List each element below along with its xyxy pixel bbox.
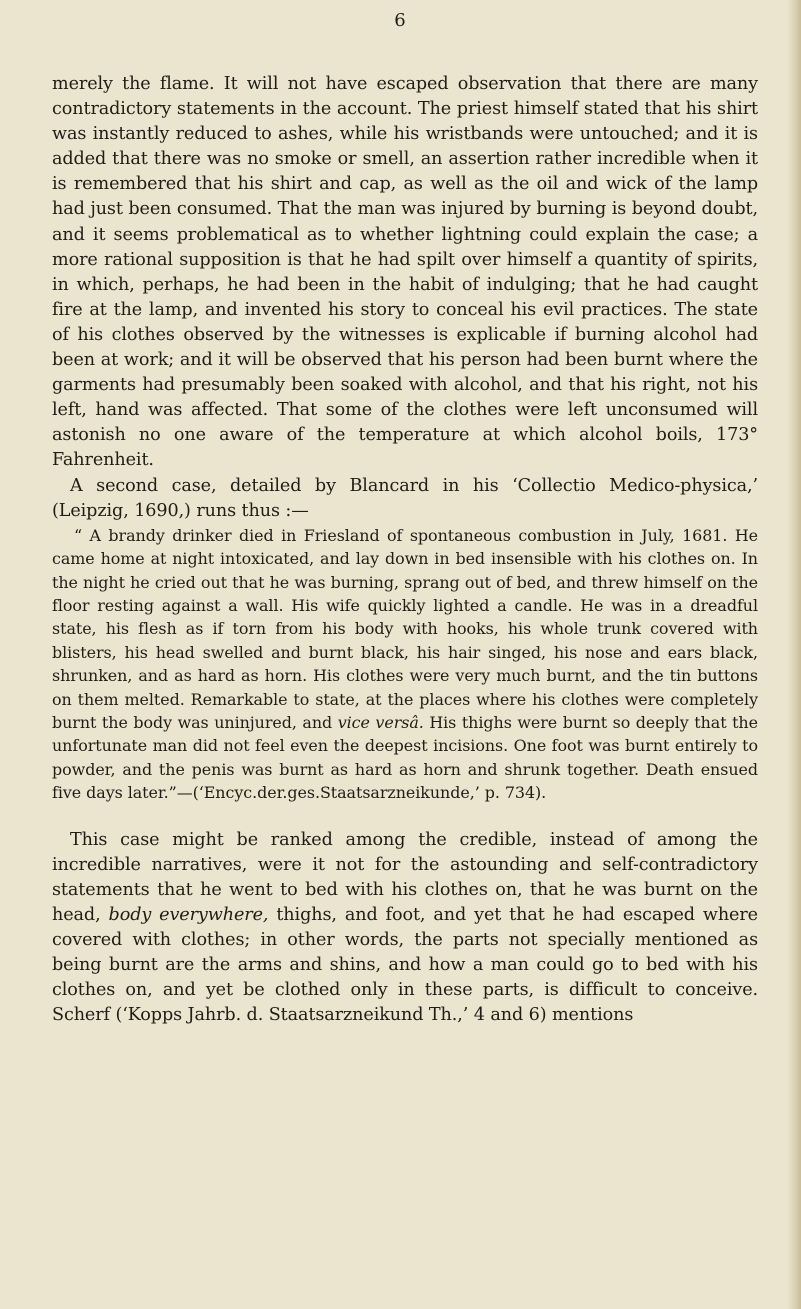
paragraph-continuation: merely the flame. It will not have escaped observation that there are many contradictory statements in the account. The priest himself stated that his shirt was instantly reduced to ashes, while his wristbands were untouched; and it is added that there was no smoke or smell, an assertion rather incredible when it is remembered that his shirt and cap, as well as the oil and wick of the lamp had just been consumed. That the man was injured by burning is beyond doubt, and it seems problematical as to whether lightning could explain the case; a more rational supposition is that he had spilt over himself a quantity of spirits, in which, perhaps, he had been in the habit of indulging; that he had caught fire at the lamp, and invented his story to conceal his evil practices. The state of his clothes observed by the witnesses is explicable if burning alcohol had been at work; and it will be observed that his person had been burnt where the garments had presumably been soaked with alcohol, and that his right, not his left, hand was affected. That some of the clothes were left unconsumed will astonish no one aware of the temperature at which alcohol boils, 173° Fahrenheit. bbox=[52, 74, 758, 471]
analysis-text-part-1: This case might be ranked among the credible, instead of among the incredible narratives, were it not for the astounding and self-contradictory statements that he went to bed with his clothes on, that he was burnt on the head, bbox=[52, 829, 758, 925]
page-edge-shadow bbox=[787, 0, 801, 1309]
analysis-text-part-2: thighs, and foot, and yet that he had escaped where covered with clothes; in other words, the parts not specially mentioned as being burnt are the arms and shins, and how a man could go to bed with his clothes on, and yet be clothed only in these parts, is difficult to conceive. Scherf (‘Kopps Jahrb. d. Staatsarzneikund Th.,’ 4 and 6) mentions bbox=[52, 904, 758, 1026]
quote-italic-vice-versa: vice versâ. bbox=[337, 712, 424, 732]
quote-text-part-2: His thighs were burnt so deeply that the unfortunate man did not feel even the deepest incisions. One foot was burnt entirely to powder, and the penis was burnt as hard as horn and shrunk together. Death ensued five days later.”—(‘Encyc.der.ges.Staatsarzneikunde,’ p. 734). bbox=[52, 712, 758, 803]
block-quote bbox=[52, 524, 758, 805]
paragraph-analysis bbox=[52, 828, 758, 1029]
body-text bbox=[52, 72, 758, 1028]
page-number: 6 bbox=[394, 10, 407, 31]
quote-text-part-1: “ A brandy drinker died in Friesland of spontaneous combustion in July, 1681. He came home at night intoxicated, and lay down in bed insensible with his clothes on. In the night he cried out that he was burning, sprang out of bed, and threw himself on the floor resting against a wall. His wife quickly lighted a candle. He was in a dreadful state, his flesh as if torn from his body with hooks, his whole trunk covered with blisters, his head swelled and burnt black, his hair singed, his nose and ears black, shrunken, and as hard as horn. His clothes were very much burnt, and the tin buttons on them melted. Remarkable to state, at the places where his clothes were completely burnt the body was uninjured, and bbox=[52, 525, 758, 732]
paragraph-second-case: A second case, detailed by Blancard in his ‘Collectio Medico-physica,’ (Leipzig, 1690,) runs thus :— bbox=[52, 475, 758, 521]
analysis-italic-emphasis: body everywhere, bbox=[108, 904, 269, 925]
